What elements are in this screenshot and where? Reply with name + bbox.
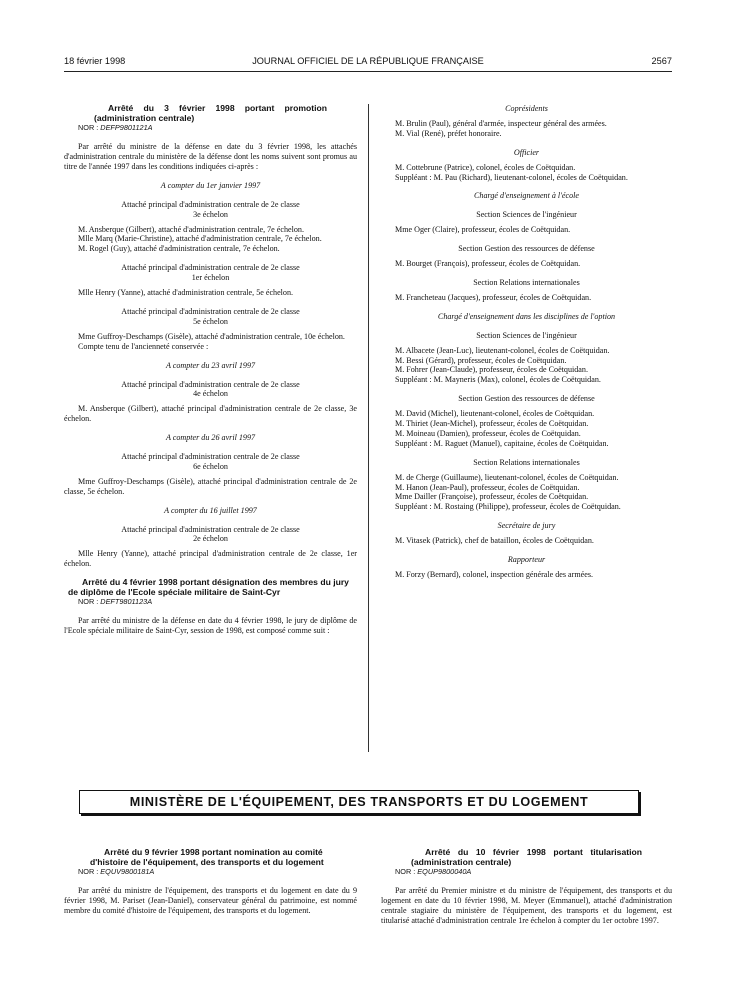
jury-member: M. Francheteau (Jacques), professeur, écoles de Coëtquidan. [395,292,592,302]
article-title-promotion: Arrêté du 3 février 1998 portant promotion (administration centrale) [94,103,327,123]
role-heading: Coprésidents [505,104,548,113]
nor-code: EQUP9800040A [417,867,472,877]
seniority-note: Compte tenu de l'ancienneté conservée : [78,341,209,351]
article-text: Par arrêté du ministre de l'équipement, des transports et du logement en date du 9 février 1998, M. Pariset (Jean-Daniel), conservateur général du patrimoine, est nommé membre du comité d'histoire de l'équipement, des transports et du logement. [64,886,357,915]
article-title-jury: Arrêté du 4 février 1998 portant désignation des membres du jury de diplôme de l'Ecole spéciale militaire de Saint-Cyr [68,577,349,597]
jury-member: M. de Cherge (Guillaume), lieutenant-colonel, écoles de Coëtquidan. [395,472,619,482]
ministry-banner [79,790,639,814]
promotion-entry: M. Ansberque (Gilbert), attaché principal d'administration centrale de 2e classe, 3e échelon. [64,404,357,424]
section-heading: Section Relations internationales [473,277,580,287]
jury-member: Mme Oger (Claire), professeur, écoles de Coëtquidan. [395,225,571,235]
jury-member: Suppléant : M. Raguet (Manuel), capitaine, écoles de Coëtquidan. [395,438,609,448]
section-heading: Section Sciences de l'ingénieur [476,210,577,220]
nor-reference [64,597,357,607]
article-intro: Par arrêté du ministre de la défense en date du 3 février 1998, les attachés d'administration centrale du ministère de la défense dont les noms suivent sont promus au titre de l'année 1997 dans les conditions indiquées ci-après : [64,142,357,171]
nor-reference [381,867,672,877]
jury-member: M. Albacete (Jean-Luc), lieutenant-colonel, écoles de Coëtquidan. [395,345,610,355]
page-header [64,56,672,70]
jury-member: M. Fohrer (Jean-Claude), professeur, écoles de Coëtquidan. [395,365,588,375]
promotion-entry: M. Ansberque (Gilbert), attaché d'administration centrale, 7e échelon. [78,224,304,234]
grade-heading: Attaché principal d'administration centrale de 2e classe [121,306,300,316]
jury-member: M. Brulin (Paul), général d'armée, inspecteur général des armées. [395,118,607,128]
article-intro: Par arrêté du ministre de la défense en date du 4 février 1998, le jury de diplôme de l'Ecole spéciale militaire de Saint-Cyr, session de 1998, est composé comme suit : [64,616,357,636]
grade-heading: Attaché principal d'administration centrale de 2e classe [121,452,300,462]
promotion-entry: Mlle Henry (Yanne), attaché d'administration centrale, 5e échelon. [78,288,294,298]
bottom-left-article [64,848,357,916]
nor-reference [64,867,357,877]
jury-member: M. Bessi (Gérard), professeur, écoles de Coëtquidan. [395,355,567,365]
section-heading: Section Gestion des ressources de défense [458,394,595,404]
right-column [381,104,672,580]
article-title-titularisation: Arrêté du 10 février 1998 portant titularisation (administration centrale) [411,847,642,867]
section-heading: Section Sciences de l'ingénieur [476,330,577,340]
bottom-right-article [381,848,672,926]
grade-heading: Attaché principal d'administration centrale de 2e classe [121,199,300,209]
column-separator [368,104,369,752]
article-text: Par arrêté du Premier ministre et du ministre de l'équipement, des transports et du logement en date du 10 février 1998, M. Meyer (Emmanuel), attaché d'administration centrale stagiaire du ministère de l'équipement, des transports et du logement, est titularisé attaché d'administration centrale 1re échelon à compter du 1er octobre 1997. [381,886,672,925]
nor-label: NOR : [78,867,101,877]
promotion-entry: Mme Guffroy-Deschamps (Gisèle), attaché d'administration centrale, 10e échelon. [78,331,345,341]
echelon-heading: 6e échelon [193,461,228,471]
jury-member: M. Moineau (Damien), professeur, écoles de Coëtquidan. [395,428,581,438]
issue-date: 18 février 1998 [64,56,126,66]
grade-heading: Attaché principal d'administration centrale de 2e classe [121,263,300,273]
role-heading: Officier [513,147,540,157]
promotion-entry: Mme Guffroy-Deschamps (Gisèle), attaché principal d'administration centrale de 2e classe, 5e échelon. [64,476,357,496]
jury-member: M. Bourget (François), professeur, écoles de Coëtquidan. [395,259,581,269]
promotion-entry: M. Rogel (Guy), attaché d'administration centrale, 7e échelon. [78,244,280,254]
jury-member: M. Vial (René), préfet honoraire. [395,128,502,138]
ministry-title: MINISTÈRE DE L'ÉQUIPEMENT, DES TRANSPORTS ET DU LOGEMENT [129,795,589,809]
jury-member: Mme Dailler (Françoise), professeur, écoles de Coëtquidan. [395,492,589,502]
nor-label: NOR : [78,123,101,133]
effective-date: A compter du 26 avril 1997 [165,433,256,443]
nor-label: NOR : [78,597,101,607]
nor-code: EQUV9800181A [100,867,155,877]
effective-date: A compter du 23 avril 1997 [165,360,256,370]
grade-heading: Attaché principal d'administration centrale de 2e classe [121,379,300,389]
promotion-entry: Mlle Marq (Marie-Christine), attaché d'administration centrale, 7e échelon. [78,234,322,244]
jury-member: Suppléant : M. Mayneris (Max), colonel, écoles de Coëtquidan. [395,375,601,385]
jury-member: Suppléant : M. Pau (Richard), lieutenant-colonel, écoles de Coëtquidan. [395,172,628,182]
jury-member: M. Hanon (Jean-Paul), professeur, écoles de Coëtquidan. [395,482,580,492]
jury-member: M. David (Michel), lieutenant-colonel, écoles de Coëtquidan. [395,409,595,419]
effective-date: A compter du 16 juillet 1997 [164,505,257,515]
nor-code: DEFT9801123A [100,597,153,607]
role-heading: Rapporteur [507,555,546,565]
section-heading: Section Gestion des ressources de défense [458,244,595,254]
left-column [64,104,357,636]
echelon-heading: 5e échelon [193,316,228,326]
journal-title: JOURNAL OFFICIEL DE LA RÉPUBLIQUE FRANÇAISE [252,56,484,66]
echelon-heading: 3e échelon [193,209,228,219]
echelon-heading: 1er échelon [191,273,230,283]
echelon-heading: 2e échelon [193,534,228,544]
jury-member: Suppléant : M. Rostaing (Philippe), professeur, écoles de Coëtquidan. [395,502,621,512]
echelon-heading: 4e échelon [193,389,228,399]
header-rule [64,71,672,72]
jury-member: M. Cottebrune (Patrice), colonel, écoles de Coëtquidan. [395,162,576,172]
jury-member: M. Vitasek (Patrick), chef de bataillon, écoles de Coëtquidan. [395,536,594,546]
section-heading: Section Relations internationales [473,457,580,467]
effective-date: A compter du 1er janvier 1997 [160,180,261,190]
jury-member: M. Forzy (Bernard), colonel, inspection générale des armées. [395,570,594,579]
page-number: 2567 [651,56,672,66]
promotion-entry: Mlle Henry (Yanne), attaché principal d'administration centrale de 2e classe, 1er échelon. [64,549,357,569]
role-heading: Chargé d'enseignement à l'école [474,191,579,201]
article-title-nomination: Arrêté du 9 février 1998 portant nomination au comité d'histoire de l'équipement, des transports et du logement [90,847,324,867]
nor-label: NOR : [395,867,418,877]
jury-member: M. Thiriet (Jean-Michel), professeur, écoles de Coëtquidan. [395,419,589,429]
nor-reference [64,123,357,133]
grade-heading: Attaché principal d'administration centrale de 2e classe [121,524,300,534]
nor-code: DEFP9801121A [100,123,153,133]
role-heading: Chargé d'enseignement dans les disciplines de l'option [437,311,616,321]
role-heading: Secrétaire de jury [497,521,556,531]
